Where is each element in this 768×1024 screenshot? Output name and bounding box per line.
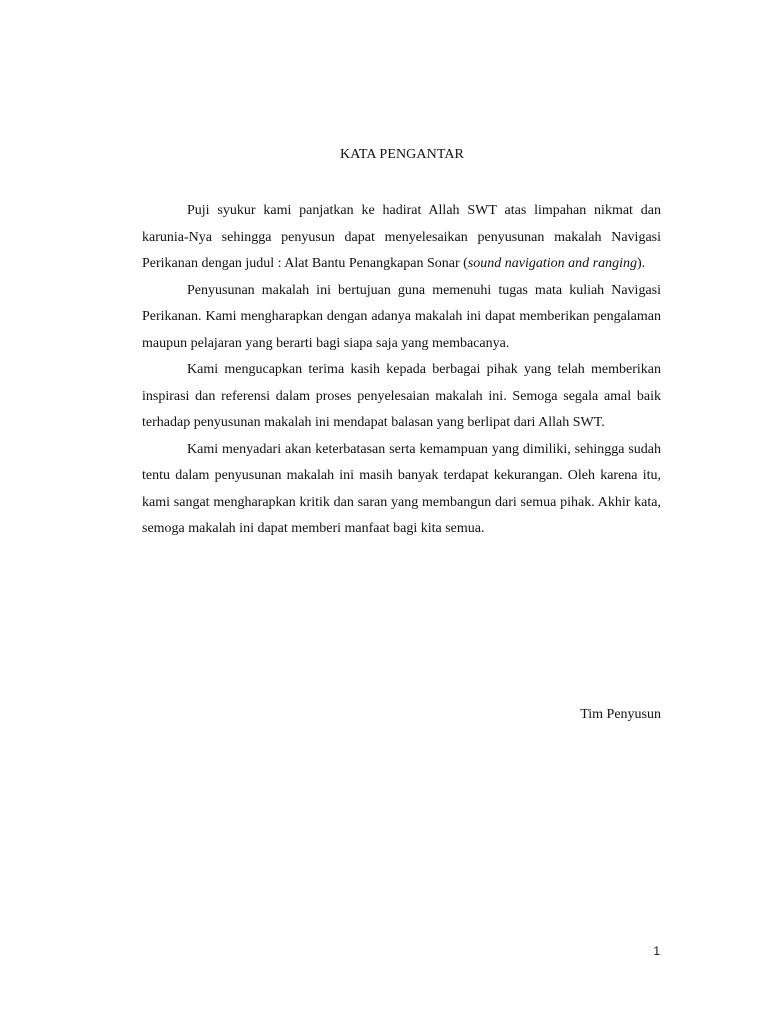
page-number: 1 [653,944,660,958]
body-text [142,198,661,543]
paragraph-1-end: ). [637,256,646,271]
page-title: KATA PENGANTAR [340,147,464,162]
paragraph-1 [142,198,661,278]
paragraph-1-text: Puji syukur kami panjatkan ke hadirat Allah SWT atas limpahan nikmat dan karunia-Nya sehingga penyusun dapat menyelesaikan penyusunan makalah Navigasi Perikanan dengan judul : Alat Bantu Penangkapan Sonar ( [142,203,661,271]
paragraph-2: Penyusunan makalah ini bertujuan guna memenuhi tugas mata kuliah Navigasi Perikanan. Kami mengharapkan dengan adanya makalah ini dapat memberikan pengalaman maupun pelajaran yang berarti bagi siapa saja yang membacanya. [142,282,661,351]
paragraph-4: Kami menyadari akan keterbatasan serta kemampuan yang dimiliki, sehingga sudah tentu dalam penyusunan makalah ini masih banyak terdapat kekurangan. Oleh karena itu, kami sangat mengharapkan kritik dan saran yang membangun dari semua pihak. Akhir kata, semoga makalah ini dapat memberi manfaat bagi kita semua. [142,441,661,536]
paragraph-3: Kami mengucapkan terima kasih kepada berbagai pihak yang telah memberikan inspirasi dan referensi dalam proses penyelesaian makalah ini. Semoga segala amal baik terhadap penyusunan makalah ini mendapat balasan yang berlipat dari Allah SWT. [142,362,661,430]
paragraph-1-italic-term: sound navigation and ranging [467,256,637,271]
signature: Tim Penyusun [580,707,661,722]
